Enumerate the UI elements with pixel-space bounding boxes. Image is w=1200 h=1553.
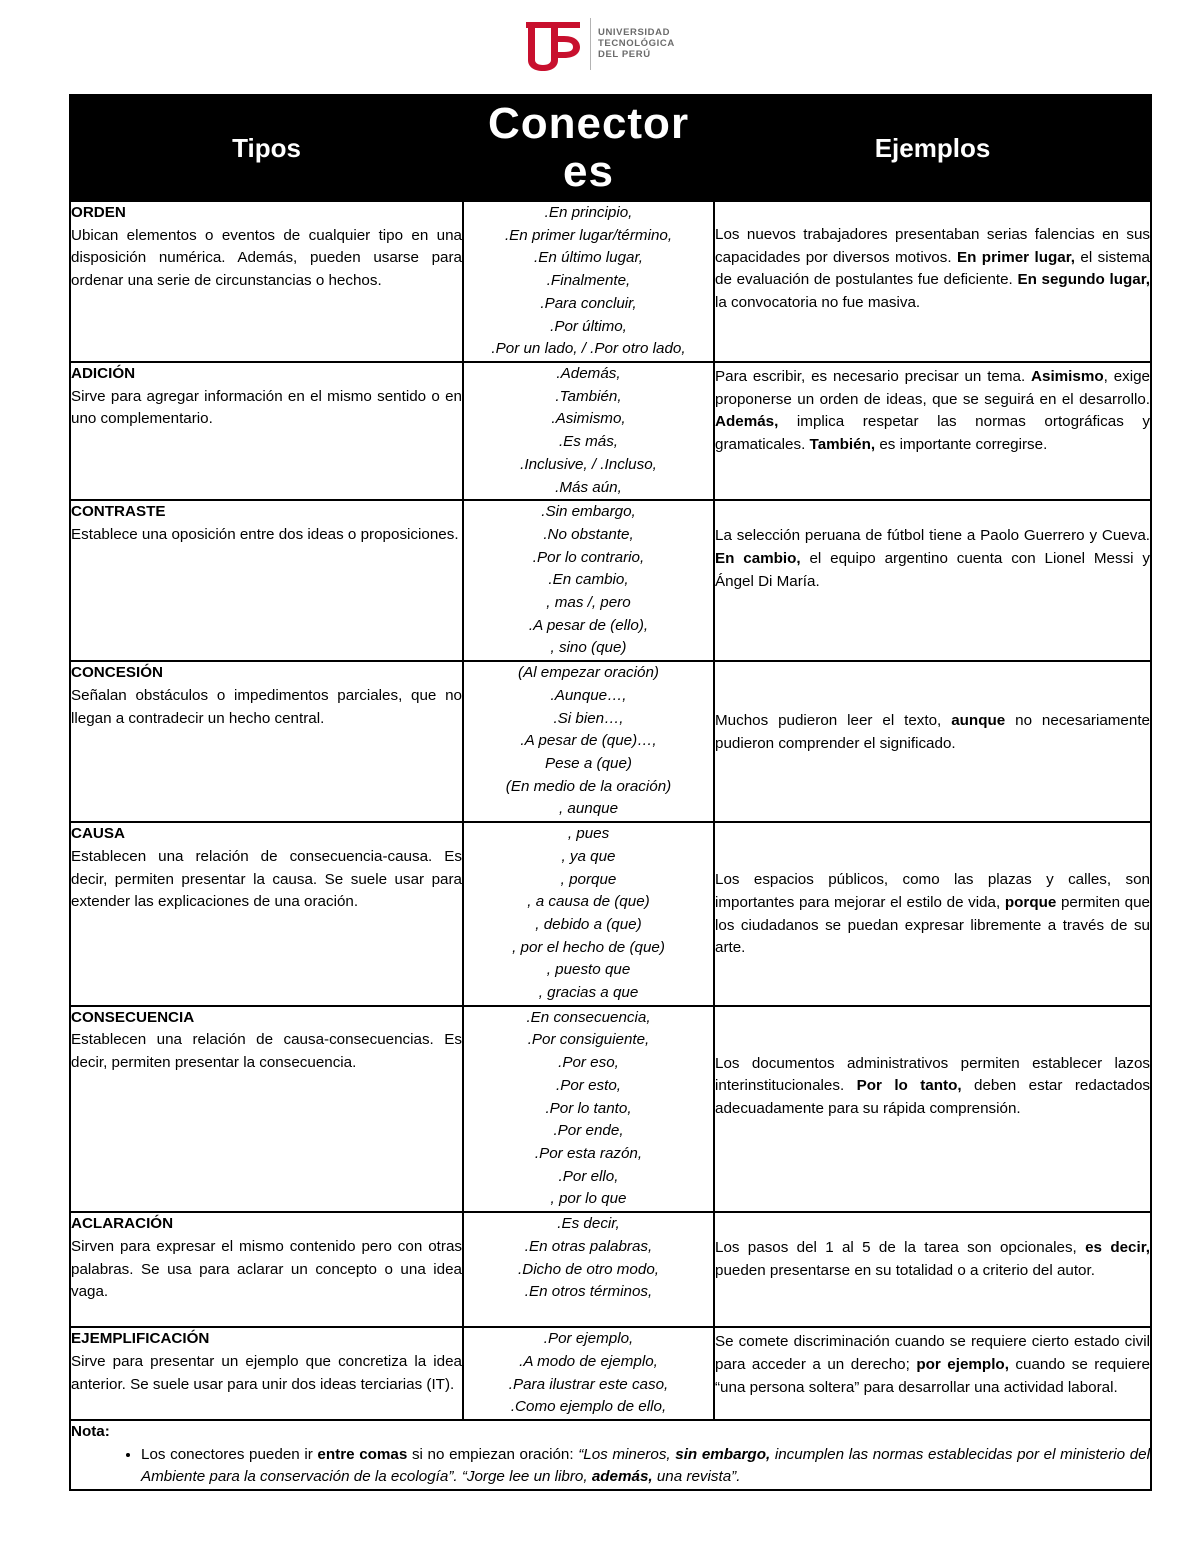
example-text-part: Los nuevos trabajadores presentaban serias falencias en sus capacidades por diversos motivos. — [715, 226, 1150, 266]
connector-item: .En principio, — [544, 204, 633, 221]
note-label: Nota: — [71, 1422, 110, 1440]
connector-item: .En cambio, — [548, 571, 629, 589]
connectors-table — [69, 94, 1152, 1491]
table-row — [70, 1327, 1151, 1420]
example-text-part: La selección peruana de fútbol tiene a Paolo Guerrero y Cueva. — [715, 527, 1150, 545]
example-text — [715, 366, 1150, 457]
type-cell — [70, 1212, 463, 1327]
connector-item: , por lo que — [550, 1190, 627, 1208]
connector-item: .Además, — [556, 365, 621, 382]
connectors-cell — [463, 1212, 714, 1327]
connectors-cell — [463, 1327, 714, 1420]
note-item — [141, 1444, 1150, 1489]
example-cell — [714, 661, 1151, 822]
example-text-part: Los pasos del 1 al 5 de la tarea son opcionales, — [715, 1239, 1086, 1257]
connector-item: .Por ende, — [553, 1122, 624, 1140]
example-connector-highlight: es decir, — [1085, 1239, 1150, 1257]
example-connector-highlight: En cambio, — [715, 549, 801, 567]
example-cell — [714, 362, 1151, 500]
type-name: ACLARACIÓN — [71, 1215, 174, 1233]
connector-item: , mas /, pero — [546, 594, 631, 612]
example-text-part: Para escribir, es necesario precisar un tema. — [715, 368, 1032, 385]
connector-item: , puesto que — [546, 961, 631, 979]
example-text-part: el sistema de evaluación de postulantes fue deficiente. — [715, 248, 1150, 289]
connector-item: (Al empezar oración) — [518, 664, 659, 682]
example-text-part: permiten que los ciudadanos se puedan expresar libremente a través de su arte. — [715, 893, 1151, 957]
logo-text-line-2: TECNOLÓGICA — [598, 38, 675, 49]
connector-item: .Por ejemplo, — [543, 1330, 634, 1348]
example-connector-highlight: Por lo tanto, — [856, 1077, 962, 1095]
connector-item: , por el hecho de (que) — [512, 938, 665, 956]
example-text-part: deben estar redactados adecuadamente para su rápida comprensión. — [715, 1077, 1150, 1118]
connectors-cell — [463, 201, 714, 362]
example-connector-highlight: aunque — [951, 712, 1006, 730]
table-header-row — [70, 95, 1151, 201]
type-description: Ubican elementos o eventos de cualquier tipo en una disposición numérica. Además, pueden usarse para ordenar una serie de circunstancias o hechos. — [71, 226, 462, 290]
connectors-cell — [463, 822, 714, 1006]
connector-item: .Más aún, — [555, 478, 622, 496]
note-text-part: si no empiezan oración: — [407, 1445, 579, 1463]
utp-logo-icon — [522, 16, 584, 72]
connector-item: .Como ejemplo de ello, — [510, 1398, 667, 1416]
example-connector-highlight: En segundo lugar, — [1017, 271, 1150, 289]
type-cell — [70, 500, 463, 661]
note-text-part: una revista”. — [652, 1468, 741, 1486]
connector-item: .Inclusive, / .Incluso, — [520, 455, 657, 473]
example-cell — [714, 201, 1151, 362]
example-connector-highlight: Además, — [715, 413, 779, 431]
example-cell — [714, 1212, 1151, 1327]
type-cell — [70, 362, 463, 500]
type-cell — [70, 661, 463, 822]
example-connector-highlight: porque — [1004, 893, 1057, 911]
header-types: Tipos — [70, 95, 463, 201]
type-cell — [70, 1327, 463, 1420]
example-text-part: , exige proponerse un orden de ideas, que se seguirá en el desarrollo. — [715, 368, 1151, 408]
example-text — [715, 710, 1150, 755]
example-text — [715, 224, 1150, 315]
example-text-part: Los espacios públicos, como las plazas y calles, son importantes para mejorar el estilo de vida, — [715, 871, 1150, 911]
type-description: Sirve para agregar información en el mismo sentido o en uno complementario. — [71, 387, 462, 428]
connector-item: .También, — [555, 387, 622, 405]
connector-item: .Aunque…, — [550, 686, 627, 704]
note-cell — [70, 1420, 1151, 1490]
connector-item: .En último lugar, — [534, 249, 643, 267]
connector-item: , sino (que) — [550, 639, 627, 657]
example-text-part: implica respetar las normas ortográficas y gramaticales. — [715, 413, 1150, 454]
connector-item: .Por esto, — [556, 1076, 621, 1094]
connector-item: , gracias a que — [538, 984, 639, 1002]
type-cell — [70, 201, 463, 362]
type-cell — [70, 1006, 463, 1212]
type-description: Establece una oposición entre dos ideas o proposiciones. — [71, 525, 459, 543]
connector-item: .A modo de ejemplo, — [519, 1352, 658, 1370]
type-name: ORDEN — [71, 204, 126, 221]
table-row — [70, 822, 1151, 1006]
example-cell — [714, 1327, 1151, 1420]
table-row — [70, 500, 1151, 661]
note-text-part: incumplen las normas establecidas por el ministerio del Ambiente para la conservación de la ecología”. “Jorge lee un libro, — [141, 1445, 1150, 1486]
type-description: Establecen una relación de causa-consecuencias. Es decir, permiten presentar la consecuencia. — [71, 1031, 462, 1072]
connector-item: .Para concluir, — [540, 294, 637, 312]
connector-item: .Para ilustrar este caso, — [508, 1375, 669, 1393]
example-cell — [714, 822, 1151, 1006]
example-connector-highlight: por ejemplo, — [916, 1355, 1009, 1373]
connector-item: .Por lo tanto, — [545, 1099, 632, 1117]
example-text-part: la convocatoria no fue masiva. — [715, 294, 921, 312]
type-name: CONTRASTE — [71, 503, 166, 521]
type-description: Señalan obstáculos o impedimentos parciales, que no llegan a contradecir un hecho central. — [71, 686, 462, 727]
type-description: Establecen una relación de consecuencia-causa. Es decir, permiten presentar la causa. Se suele usar para extender las explicaciones de una oración. — [71, 847, 462, 911]
header-connectors-line-2: es — [563, 147, 614, 196]
connector-item: .En otros términos, — [524, 1283, 653, 1301]
logo-text-line-3: DEL PERÚ — [598, 49, 651, 60]
type-description: Sirven para expresar el mismo contenido pero con otras palabras. Se usa para aclarar un concepto o una idea vaga. — [71, 1237, 462, 1301]
example-text-part: es importante corregirse. — [875, 436, 1048, 454]
note-row — [70, 1420, 1151, 1490]
example-cell — [714, 500, 1151, 661]
example-text-part: Se comete discriminación cuando se requiere cierto estado civil para acceder a un derecho; — [715, 1333, 1150, 1373]
connector-item: .Por lo contrario, — [532, 548, 645, 566]
connector-item: .Por un lado, / .Por otro lado, — [491, 340, 686, 358]
example-text-part: pueden presentarse en su totalidad o a criterio del autor. — [715, 1261, 1095, 1279]
type-name: EJEMPLIFICACIÓN — [71, 1330, 210, 1348]
connector-item: , pues — [567, 825, 610, 843]
table-row — [70, 201, 1151, 362]
example-text-part: no necesariamente pudieron comprender el significado. — [715, 712, 1150, 752]
example-connector-highlight: Asimismo — [1031, 368, 1104, 385]
header-connectors-line-1: Conector — [487, 99, 690, 148]
note-text-part: sin embargo, — [675, 1445, 771, 1463]
type-name: CONCESIÓN — [71, 664, 163, 682]
connector-item: Pese a (que) — [545, 755, 632, 773]
connector-item: .Por último, — [550, 317, 627, 335]
university-logo — [522, 14, 692, 76]
connector-item: .A pesar de (que)…, — [520, 732, 657, 750]
connector-item: .Asimismo, — [551, 410, 626, 428]
connector-item: .Por eso, — [558, 1054, 619, 1072]
example-connector-highlight: En primer lugar, — [956, 248, 1075, 266]
connectors-cell — [463, 362, 714, 500]
connector-item: .En consecuencia, — [526, 1008, 651, 1026]
header-connectors — [463, 95, 714, 201]
type-name: CAUSA — [71, 825, 126, 843]
example-text — [715, 1053, 1150, 1121]
connector-item: , debido a (que) — [535, 915, 642, 933]
connector-item: , aunque — [558, 800, 619, 818]
connector-item: .A pesar de (ello), — [528, 616, 649, 634]
connector-item: , ya que — [561, 847, 616, 865]
type-cell — [70, 822, 463, 1006]
example-text-part: cuando se requiere “una persona soltera” para desarrollar una actividad laboral. — [715, 1355, 1150, 1396]
type-description: Sirve para presentar un ejemplo que concretiza la idea anterior. Se suele usar para unir dos ideas terciarias (IT). — [71, 1352, 462, 1393]
logo-text-line-1: UNIVERSIDAD — [598, 27, 671, 38]
connector-item: .Dicho de otro modo, — [518, 1260, 659, 1278]
type-name: ADICIÓN — [71, 365, 136, 382]
example-text — [715, 869, 1150, 960]
connector-item: .Por esta razón, — [534, 1144, 643, 1162]
connector-item: .En primer lugar/término, — [504, 226, 673, 244]
table-row — [70, 362, 1151, 500]
connectors-cell — [463, 500, 714, 661]
example-text-part: Los documentos administrativos permiten establecer lazos interinstitucionales. — [715, 1054, 1150, 1095]
example-cell — [714, 1006, 1151, 1212]
note-text-part: “Los mineros, — [578, 1445, 676, 1463]
type-name: CONSECUENCIA — [71, 1008, 195, 1026]
connector-item: .Por consiguiente, — [527, 1031, 650, 1049]
connectors-cell — [463, 1006, 714, 1212]
example-text — [715, 1237, 1150, 1282]
header-examples: Ejemplos — [714, 95, 1151, 201]
connector-item: (En medio de la oración) — [505, 777, 672, 795]
connector-item: .Es decir, — [557, 1215, 620, 1233]
connector-item: .Es más, — [558, 433, 619, 451]
note-text-part: además, — [591, 1468, 653, 1486]
example-text — [715, 525, 1150, 593]
connector-item: .Por ello, — [558, 1167, 619, 1185]
connectors-cell — [463, 661, 714, 822]
example-text — [715, 1331, 1150, 1399]
connector-item: .No obstante, — [543, 525, 634, 543]
connector-item: , porque — [560, 870, 617, 888]
table-row — [70, 1006, 1151, 1212]
connector-item: .Finalmente, — [546, 272, 631, 290]
example-text-part: el equipo argentino cuenta con Lionel Messi y Ángel Di María. — [715, 549, 1150, 590]
example-text-part: Muchos pudieron leer el texto, — [715, 712, 952, 730]
note-text-part: entre comas — [317, 1445, 408, 1463]
table-row — [70, 1212, 1151, 1327]
connector-item: , a causa de (que) — [527, 893, 650, 911]
connector-item: .En otras palabras, — [524, 1237, 653, 1255]
connector-item: .Si bien…, — [553, 709, 624, 727]
example-connector-highlight: También, — [809, 436, 876, 454]
table-row — [70, 661, 1151, 822]
connector-item: .Sin embargo, — [541, 503, 636, 521]
note-text-part: Los conectores pueden ir — [141, 1445, 318, 1463]
